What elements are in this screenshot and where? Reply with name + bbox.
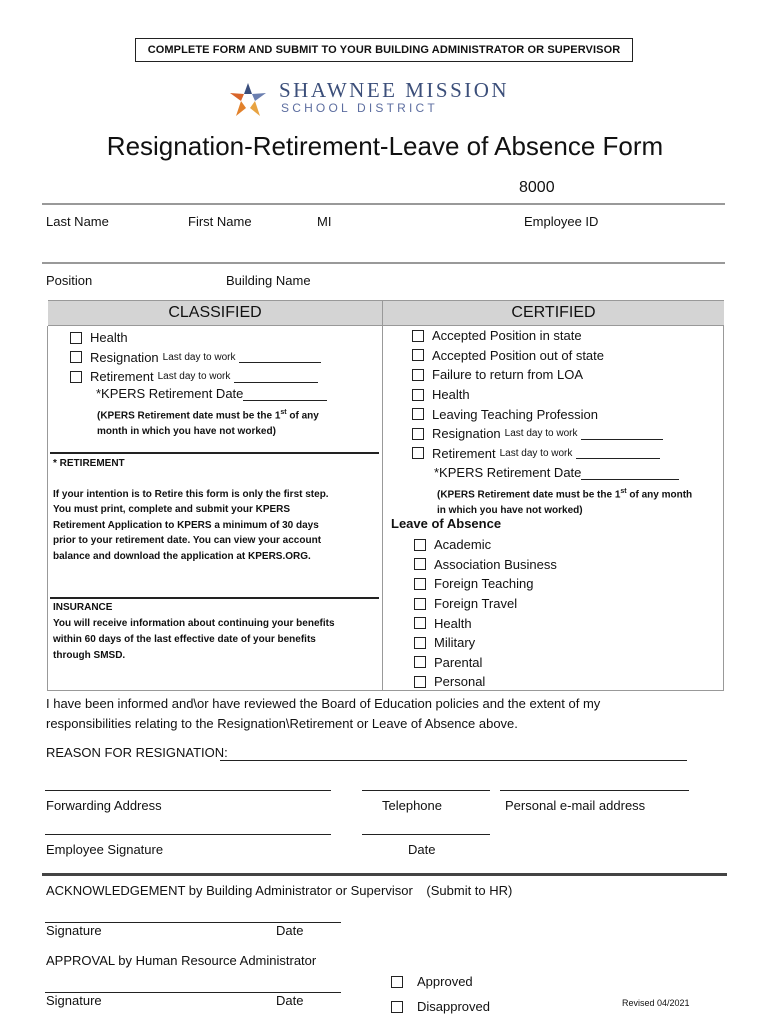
- last-day-label: Last day to work: [499, 447, 573, 459]
- certified-resignation-option[interactable]: [412, 424, 722, 444]
- hr-signature-label: Signature: [46, 993, 102, 1008]
- classified-checklist: [70, 328, 380, 387]
- checkbox[interactable]: [412, 349, 424, 361]
- note-text: of any month: [626, 489, 693, 501]
- hr-date-label: Date: [276, 993, 304, 1008]
- building-name-label: Building Name: [226, 273, 311, 288]
- approval-label: APPROVAL by Human Resource Administrator: [46, 953, 317, 968]
- reason-field[interactable]: [220, 760, 687, 761]
- note-sup: st: [280, 409, 287, 416]
- option-label: Foreign Travel: [434, 596, 518, 612]
- classified-resignation-option[interactable]: [70, 348, 380, 368]
- telephone-label: Telephone: [382, 798, 442, 813]
- retirement-line: You must print, complete and submit your KPERS: [53, 504, 291, 515]
- loa-option[interactable]: [414, 613, 714, 633]
- classified-kpers-note: [97, 405, 319, 439]
- position-label: Position: [46, 273, 93, 288]
- divider: [42, 203, 725, 205]
- option-label: Accepted Position in state: [432, 328, 582, 344]
- note-text: in which you have not worked): [437, 504, 583, 516]
- certified-kpers-note: [437, 484, 692, 518]
- loa-option[interactable]: [414, 672, 714, 692]
- option-label: Health: [432, 387, 470, 403]
- checkbox[interactable]: [412, 408, 424, 420]
- insurance-info: [53, 600, 335, 664]
- logo-text-school-district: SCHOOL DISTRICT: [281, 101, 438, 115]
- checkbox[interactable]: [414, 578, 426, 590]
- loa-option[interactable]: [414, 653, 714, 673]
- admin-date-label: Date: [276, 923, 304, 938]
- employee-date-label: Date: [408, 842, 436, 857]
- leave-of-absence-checklist: [414, 535, 714, 692]
- certified-kpers-date: [434, 465, 679, 480]
- column-border: [382, 326, 383, 690]
- telephone-field[interactable]: [362, 790, 490, 791]
- checkbox[interactable]: [414, 676, 426, 688]
- retirement-title: * RETIREMENT: [53, 458, 125, 469]
- logo-text-district-name: SHAWNEE MISSION: [279, 78, 510, 102]
- employee-signature-field[interactable]: [45, 834, 331, 835]
- loa-option[interactable]: [414, 574, 714, 594]
- statement-line: responsibilities relating to the Resignation\Retirement or Leave of Absence above.: [46, 716, 518, 731]
- option-label: Parental: [434, 654, 483, 670]
- classified-kpers-date: [96, 386, 327, 401]
- checkbox[interactable]: [70, 351, 82, 363]
- last-day-field[interactable]: [581, 428, 663, 440]
- checkbox[interactable]: [412, 369, 424, 381]
- checkbox[interactable]: [412, 428, 424, 440]
- retirement-line: If your intention is to Retire this form is only the first step.: [53, 488, 329, 500]
- last-name-label: Last Name: [46, 214, 109, 229]
- divider: [50, 452, 379, 454]
- revision-date: Revised 04/2021: [622, 998, 690, 1008]
- personal-email-label: Personal e-mail address: [505, 798, 646, 813]
- kpers-date-field[interactable]: [243, 389, 327, 401]
- note-text: month in which you have not worked): [97, 425, 276, 437]
- loa-option[interactable]: [414, 535, 714, 555]
- retirement-line: prior to your retirement date. You can view your account: [53, 535, 322, 546]
- checkbox[interactable]: [414, 558, 426, 570]
- option-label: Academic: [434, 537, 492, 553]
- checkbox[interactable]: [412, 330, 424, 342]
- last-day-label: Last day to work: [504, 428, 578, 440]
- column-border: [47, 690, 724, 691]
- shawnee-mission-logo-icon: [226, 79, 270, 119]
- instruction-banner: COMPLETE FORM AND SUBMIT TO YOUR BUILDING ADMINISTRATOR OR SUPERVISOR: [135, 38, 633, 62]
- classified-heading: CLASSIFIED: [48, 300, 382, 326]
- admin-signature-label: Signature: [46, 923, 102, 938]
- reason-label: REASON FOR RESIGNATION:: [46, 745, 228, 760]
- checkbox[interactable]: [414, 637, 426, 649]
- note-text: (KPERS Retirement date must be the 1: [437, 489, 621, 501]
- kpers-date-label: *KPERS Retirement Date: [434, 465, 582, 480]
- loa-option[interactable]: [414, 633, 714, 653]
- acknowledgement-text: ACKNOWLEDGEMENT by Building Administrator or Supervisor: [46, 883, 413, 898]
- section-divider: [42, 873, 727, 876]
- statement-line: I have been informed and\or have reviewed the Board of Education policies and the extent of my: [46, 696, 601, 711]
- personal-email-field[interactable]: [500, 790, 689, 791]
- insurance-line: You will receive information about continuing your benefits: [53, 618, 335, 629]
- loa-option[interactable]: [414, 594, 714, 614]
- insurance-line: within 60 days of the last effective date of your benefits: [53, 634, 316, 645]
- certified-checklist: [412, 326, 722, 463]
- checkbox[interactable]: [414, 617, 426, 629]
- employee-id-label: Employee ID: [524, 214, 599, 229]
- option-label: Personal: [434, 674, 486, 690]
- first-name-label: First Name: [188, 214, 252, 229]
- checkbox[interactable]: [414, 598, 426, 610]
- option-label: Leaving Teaching Profession: [432, 406, 598, 422]
- divider: [50, 597, 379, 599]
- option-label: Retirement: [90, 369, 154, 385]
- checkbox[interactable]: [412, 447, 424, 459]
- kpers-date-label: *KPERS Retirement Date: [96, 386, 244, 401]
- insurance-title: INSURANCE: [53, 602, 113, 613]
- classified-health-option[interactable]: [70, 328, 380, 348]
- certified-heading: CERTIFIED: [382, 300, 724, 326]
- disapproved-option[interactable]: [391, 997, 490, 1017]
- retirement-line: balance and download the application at KPERS.ORG.: [53, 550, 311, 562]
- employee-date-field[interactable]: [362, 834, 490, 835]
- checkbox[interactable]: [70, 371, 82, 383]
- certified-option[interactable]: [412, 346, 722, 366]
- checkbox[interactable]: [391, 1001, 403, 1013]
- option-label: Accepted Position out of state: [432, 347, 604, 363]
- checkbox[interactable]: [412, 389, 424, 401]
- column-border: [47, 326, 48, 690]
- last-day-label: Last day to work: [162, 351, 236, 363]
- certified-option[interactable]: [412, 365, 722, 385]
- employee-signature-label: Employee Signature: [46, 842, 164, 857]
- retirement-line: Retirement Application to KPERS a minimum of 30 days: [53, 519, 319, 531]
- submit-to-hr-note: (Submit to HR): [426, 883, 513, 898]
- certified-option[interactable]: [412, 326, 722, 346]
- option-label: Health: [434, 615, 472, 631]
- option-label: Approved: [417, 974, 473, 990]
- last-day-field[interactable]: [576, 447, 660, 459]
- option-label: Health: [90, 330, 128, 346]
- option-label: Failure to return from LOA: [432, 367, 583, 383]
- form-title: Resignation-Retirement-Leave of Absence Form: [106, 131, 664, 161]
- last-day-label: Last day to work: [157, 371, 231, 383]
- option-label: Military: [434, 635, 476, 651]
- policy-statement: [46, 694, 600, 734]
- certified-retirement-option[interactable]: [412, 444, 722, 464]
- classified-retirement-option[interactable]: [70, 367, 380, 387]
- divider: [42, 262, 725, 264]
- form-number: 8000: [519, 179, 555, 196]
- leave-of-absence-title: Leave of Absence: [391, 516, 502, 531]
- option-label: Retirement: [432, 445, 496, 461]
- insurance-line: through SMSD.: [53, 650, 126, 661]
- option-label: Foreign Teaching: [434, 576, 534, 592]
- checkbox[interactable]: [414, 656, 426, 668]
- note-text: of any: [286, 410, 319, 422]
- certified-option[interactable]: [412, 404, 722, 424]
- approved-option[interactable]: [391, 972, 473, 992]
- loa-option[interactable]: [414, 555, 714, 575]
- last-day-field[interactable]: [239, 351, 321, 363]
- forwarding-address-field[interactable]: [45, 790, 331, 791]
- option-label: Association Business: [434, 556, 557, 572]
- kpers-date-field[interactable]: [581, 468, 679, 480]
- mi-label: MI: [317, 214, 332, 229]
- note-text: (KPERS Retirement date must be the 1: [97, 410, 281, 422]
- checkbox[interactable]: [414, 539, 426, 551]
- last-day-field[interactable]: [234, 371, 318, 383]
- column-border: [723, 326, 724, 690]
- option-label: Resignation: [432, 426, 501, 442]
- acknowledgement-label: [46, 883, 512, 898]
- forwarding-address-label: Forwarding Address: [46, 798, 162, 813]
- option-label: Disapproved: [417, 999, 490, 1015]
- checkbox[interactable]: [391, 976, 403, 988]
- certified-option[interactable]: [412, 385, 722, 405]
- option-label: Resignation: [90, 349, 159, 365]
- note-sup: st: [620, 488, 627, 495]
- retirement-info: [53, 456, 329, 564]
- checkbox[interactable]: [70, 332, 82, 344]
